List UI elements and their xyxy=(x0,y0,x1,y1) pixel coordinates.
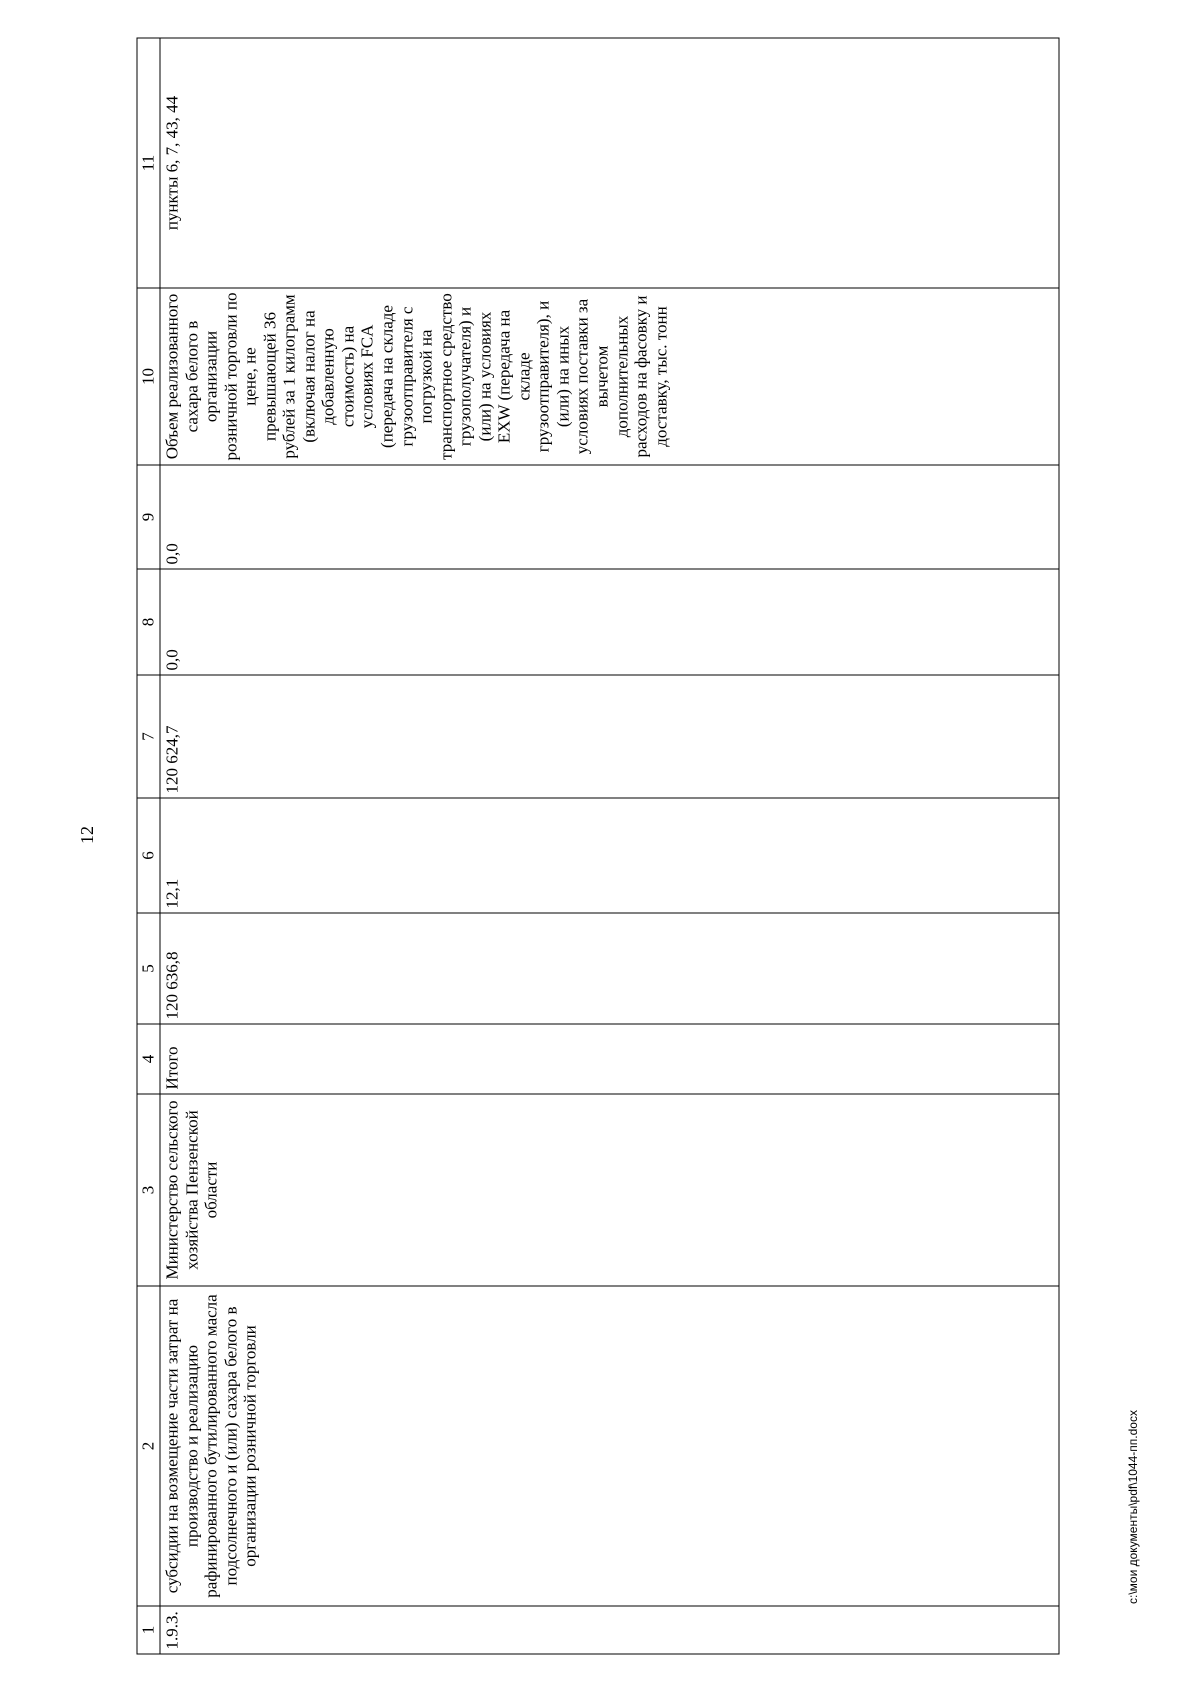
cell-responsible-body: Министерство сельского хозяйства Пензенской области xyxy=(160,1094,1059,1286)
page-number: 12 xyxy=(77,826,97,844)
cell-amount-col8: 0,0 xyxy=(160,569,1059,675)
column-number: 4 xyxy=(137,1024,160,1094)
column-number: 11 xyxy=(137,38,160,288)
cell-amount-col6: 12,1 xyxy=(160,798,1059,913)
data-table xyxy=(136,37,1059,1654)
column-number: 10 xyxy=(137,288,160,465)
cell-indicator-description: Объем реализованного сахара белого в организации розничной торговли по цене, не превышающей 36 рублей за 1 килограмм (включая налог на добавленную стоимость) на условиях FCA (передача на складе грузоотправителя с погрузкой на транспортное средство грузополучателя) и (или) на условиях EXW (передача на складе грузоотправителя), и (или) на иных условиях поставки за вычетом дополнительных расходов на фасовку и доставку, тыс. тонн xyxy=(160,288,1059,465)
footer-file-path: c:\мои документы\pdf\1044-пп.docx xyxy=(1126,1410,1140,1604)
table-page xyxy=(136,38,1059,1654)
cell-amount-col9: 0,0 xyxy=(160,465,1059,569)
column-number: 3 xyxy=(137,1094,160,1286)
column-number: 9 xyxy=(137,465,160,569)
cell-funding-source: Итого xyxy=(160,1024,1059,1094)
column-number: 1 xyxy=(137,1606,160,1654)
column-number: 8 xyxy=(137,569,160,675)
cell-total-amount: 120 636,8 xyxy=(160,913,1059,1024)
column-number: 2 xyxy=(137,1286,160,1606)
column-number: 7 xyxy=(137,675,160,798)
cell-reference-points: пункты 6, 7, 43, 44 xyxy=(160,38,1059,288)
cell-subsidy-description: субсидии на возмещение части затрат на производство и реализацию рафинированного бутилированного масла подсолнечного и (или) сахара белого в организации розничной торговли xyxy=(160,1286,1059,1606)
cell-item-number: 1.9.3. xyxy=(160,1606,1059,1654)
column-number: 6 xyxy=(137,798,160,913)
cell-amount-col7: 120 624,7 xyxy=(160,675,1059,798)
table-row xyxy=(160,38,1059,1654)
column-number: 5 xyxy=(137,913,160,1024)
column-number-row xyxy=(137,38,160,1654)
